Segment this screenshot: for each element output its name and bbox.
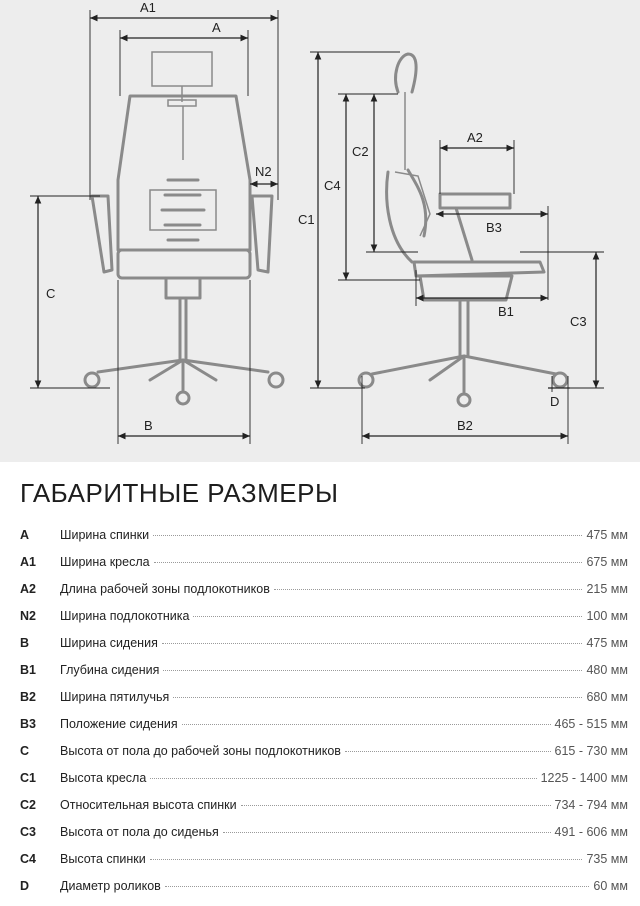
spec-label: Ширина сидения [60,636,158,650]
spec-row [20,528,628,555]
spec-code: C [20,744,30,758]
spec-label: Длина рабочей зоны подлокотников [60,582,270,596]
leader-dots [163,670,582,671]
spec-code: C2 [20,798,36,812]
spec-code: C1 [20,771,36,785]
leader-dots [193,616,582,617]
label-b: B [144,418,153,433]
spec-value: 480 мм [586,663,628,677]
spec-code: A1 [20,555,36,569]
spec-code: N2 [20,609,36,623]
spec-code: A [20,528,30,542]
spec-value: 100 мм [586,609,628,623]
spec-row [20,582,628,609]
spec-value: 680 мм [586,690,628,704]
spec-value: 735 мм [586,852,628,866]
spec-row [20,825,628,852]
leader-dots [154,562,583,563]
leader-dots [150,859,583,860]
dimensions-table [20,528,628,906]
spec-label: Ширина спинки [60,528,150,542]
side-view-chair [359,54,567,406]
spec-code: C3 [20,825,36,839]
spec-code: A2 [20,582,36,596]
leader-dots [223,832,551,833]
spec-value: 675 мм [586,555,628,569]
spec-row [20,609,628,636]
leader-dots [150,778,536,779]
spec-value: 734 - 794 мм [554,798,628,812]
spec-value: 491 - 606 мм [554,825,628,839]
spec-row [20,555,628,582]
label-n2: N2 [255,164,272,179]
leader-dots [162,643,583,644]
spec-code: D [20,879,30,893]
label-a: A [212,20,221,35]
spec-code: B2 [20,690,36,704]
leader-dots [182,724,551,725]
label-c4: C4 [324,178,341,193]
spec-row [20,636,628,663]
leader-dots [345,751,551,752]
spec-label: Высота от пола до сиденья [60,825,219,839]
leader-dots [165,886,590,887]
page-title: ГАБАРИТНЫЕ РАЗМЕРЫ [20,478,339,508]
label-b2: B2 [457,418,473,433]
spec-label: Относительная высота спинки [60,798,237,812]
spec-row [20,852,628,879]
spec-code: B [20,636,30,650]
label-c2: C2 [352,144,369,159]
spec-label: Диаметр роликов [60,879,161,893]
spec-value: 475 мм [586,528,628,542]
spec-row [20,771,628,798]
spec-row [20,663,628,690]
label-c1: C1 [298,212,315,227]
label-d: D [550,394,560,409]
spec-row [20,798,628,825]
leader-dots [241,805,551,806]
spec-row [20,690,628,717]
spec-value: 1225 - 1400 мм [540,771,628,785]
side-dimension-lines [310,52,604,444]
spec-value: 615 - 730 мм [554,744,628,758]
spec-label: Высота кресла [60,771,147,785]
spec-label: Высота от пола до рабочей зоны подлокотников [60,744,341,758]
label-a2: A2 [467,130,483,145]
spec-value: 475 мм [586,636,628,650]
leader-dots [274,589,583,590]
leader-dots [153,535,582,536]
spec-label: Высота спинки [60,852,146,866]
front-view-chair [85,52,283,404]
spec-label: Ширина кресла [60,555,150,569]
spec-row [20,717,628,744]
spec-value: 215 мм [586,582,628,596]
spec-code: B3 [20,717,36,731]
spec-label: Ширина пятилучья [60,690,170,704]
spec-label: Ширина подлокотника [60,609,190,623]
label-b3: B3 [486,220,502,235]
spec-row [20,879,628,906]
spec-label: Положение сидения [60,717,178,731]
spec-label: Глубина сидения [60,663,160,677]
spec-value: 465 - 515 мм [554,717,628,731]
spec-code: B1 [20,663,36,677]
leader-dots [173,697,582,698]
spec-value: 60 мм [593,879,628,893]
label-b1: B1 [498,304,514,319]
label-a1: A1 [140,0,156,15]
label-c: C [46,286,56,301]
spec-row [20,744,628,771]
label-c3: C3 [570,314,587,329]
spec-code: C4 [20,852,36,866]
